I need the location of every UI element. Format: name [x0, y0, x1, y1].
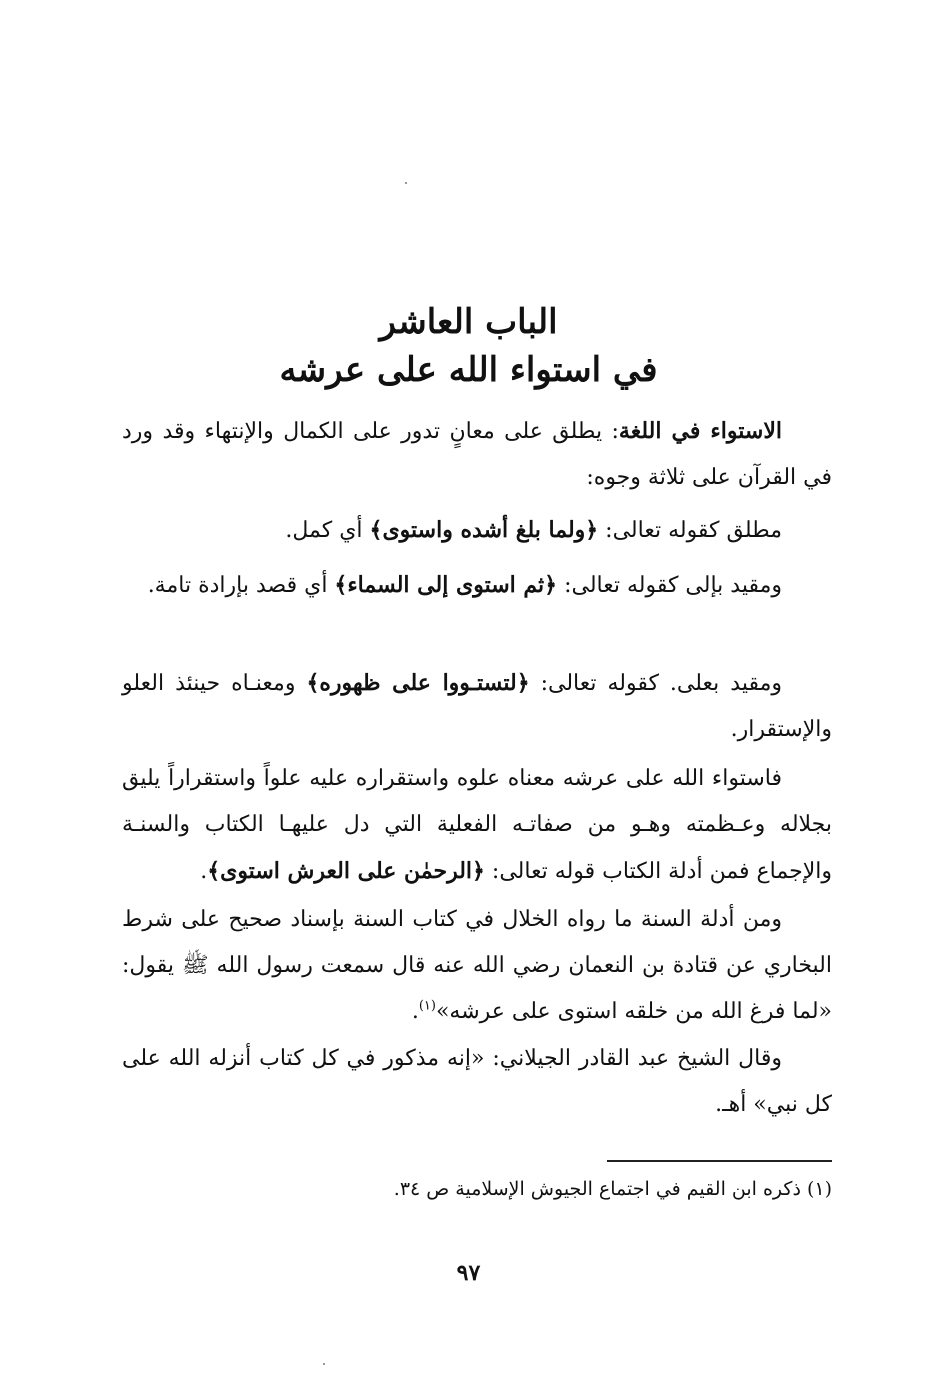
paragraph-text: أي قصد بإرادة تامة. — [147, 573, 335, 598]
footnote-divider — [607, 1160, 832, 1162]
paragraph-istiwa-meaning — [122, 756, 832, 895]
paragraph-text: مطلق كقوله تعالى: — [598, 518, 782, 543]
paragraph-text: ومقيد بإلى كقوله تعالى: — [557, 573, 782, 598]
paragraph-text: . — [411, 999, 419, 1024]
quran-quote: ﴿ولما بلغ أشده واستوى﴾ — [369, 517, 599, 543]
paragraph-text: ومقيد بعلى. كقوله تعالى: — [529, 671, 782, 696]
paragraph-text: وقال الشيخ عبد القادر الجيلاني: «إنه مذكور في كل كتاب أنزله الله على كل نبي» أهـ. — [122, 1046, 832, 1117]
term-label: الاستواء في اللغة — [618, 418, 782, 444]
chapter-title: الباب العاشر — [379, 302, 558, 342]
page-number: ٩٧ — [456, 1260, 481, 1286]
quran-quote: ﴿الرحمٰن على العرش استوى﴾ — [207, 858, 485, 884]
paragraph-text: . — [200, 859, 208, 884]
footnote-reference[interactable]: (١) — [418, 998, 436, 1014]
scan-speck — [405, 182, 407, 184]
chapter-subtitle: في استواء الله على عرشه — [279, 350, 658, 390]
paragraph-text: ومعنـاه حينئذ العلو والإستقرار. — [122, 671, 832, 742]
footnote: (١) ذكره ابن القيم في اجتماع الجيوش الإسلامية ص ٣٤. — [393, 1178, 832, 1200]
paragraph-sunnah-evidence — [122, 897, 832, 1035]
paragraph-restricted-ala — [122, 660, 832, 753]
paragraph-text: فاستواء الله على عرشه معناه علوه واستقراره عليه علواً واستقراراً يليق بجلاله وعـظمته وهـو من صفاتـه الفعلية التي دل عليهـا الكتاب والسنـة والإجماع فمن أدلة الكتاب قوله تعالى: — [122, 766, 832, 884]
scan-speck — [323, 1363, 325, 1365]
paragraph-linguistic-definition — [122, 408, 832, 501]
quran-quote: ﴿ثم استوى إلى السماء﴾ — [334, 572, 558, 598]
paragraph-text: : يطلق على معانٍ تدور على الكمال والإنتهاء وقد ورد في القرآن على ثلاثة وجوه: — [122, 419, 832, 490]
paragraph-text: أي كمل. — [285, 518, 370, 543]
paragraph-absolute — [122, 507, 832, 554]
paragraph-restricted-ila — [122, 562, 832, 609]
quran-quote: ﴿لتستـووا على ظهوره﴾ — [306, 670, 530, 696]
paragraph-jilani-quote — [122, 1036, 832, 1128]
paragraph-text: ومن أدلة السنة ما رواه الخلال في كتاب السنة بإسناد صحيح على شرط البخاري عن قتادة بن النعمان رضي الله عنه قال سمعت رسول الله ﷺ يقول: «لما فرغ الله من خلقه استوى على عرشه» — [122, 907, 832, 1024]
